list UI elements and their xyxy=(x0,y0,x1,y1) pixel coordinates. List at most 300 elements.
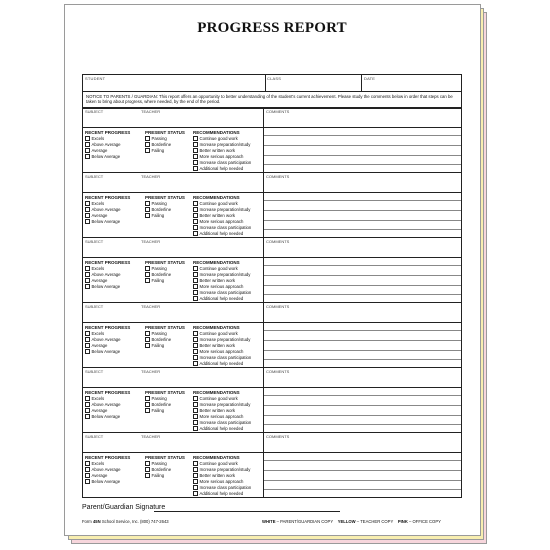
option-recent-progress[interactable] xyxy=(85,136,104,141)
checkbox[interactable] xyxy=(193,337,198,342)
option-label: Increase class participation xyxy=(199,225,252,230)
checkbox[interactable] xyxy=(145,461,150,466)
checkbox[interactable] xyxy=(193,166,198,171)
comments-divider xyxy=(263,173,264,237)
option-recommendations[interactable] xyxy=(193,408,235,413)
option-label: Failing xyxy=(151,278,165,283)
present-status-heading: PRESENT STATUS xyxy=(145,325,185,330)
checkbox[interactable] xyxy=(145,402,150,407)
option-label: Additional help needed xyxy=(199,296,244,301)
option-recommendations[interactable] xyxy=(193,201,238,206)
comments-label: COMMENTS xyxy=(266,369,290,374)
checkbox[interactable] xyxy=(145,278,150,283)
notice-text: NOTICE TO PARENTS / GUARDIAN: This report offers an opportunity to better understanding of the student's current achievement. Please study the comments below in order that steps can be taken to bring about progress, where needed, by the end of the period. xyxy=(82,91,462,109)
checkbox[interactable] xyxy=(193,473,198,478)
checkbox[interactable] xyxy=(85,142,90,147)
checkbox[interactable] xyxy=(85,402,90,407)
checkbox[interactable] xyxy=(193,467,198,472)
option-label: Increase preparation/study xyxy=(199,402,251,407)
option-present-status[interactable] xyxy=(145,207,171,212)
option-recommendations[interactable] xyxy=(193,213,235,218)
comments-divider xyxy=(263,238,264,302)
option-label: More serious approach xyxy=(199,349,244,354)
option-label: Average xyxy=(91,473,108,478)
option-recent-progress[interactable] xyxy=(85,207,121,212)
option-recommendations[interactable] xyxy=(193,349,243,354)
option-label: Continue good work xyxy=(199,461,238,466)
checkbox[interactable] xyxy=(193,266,198,271)
checkbox[interactable] xyxy=(193,136,198,141)
option-label: Below Average xyxy=(91,479,121,484)
signature-label: Parent/Guardian Signature xyxy=(82,504,166,511)
comment-line[interactable] xyxy=(264,415,461,416)
checkbox[interactable] xyxy=(85,461,90,466)
option-label: Borderline xyxy=(151,337,172,342)
option-present-status[interactable] xyxy=(145,148,164,153)
checkbox[interactable] xyxy=(193,355,198,360)
recommendations-heading: RECOMMENDATIONS xyxy=(193,195,240,200)
teacher-label: TEACHER xyxy=(141,434,161,439)
checkbox[interactable] xyxy=(145,148,150,153)
student-label: STUDENT xyxy=(85,76,106,81)
option-label: Above Average xyxy=(91,207,121,212)
option-recommendations[interactable] xyxy=(193,402,250,407)
option-recommendations[interactable] xyxy=(193,491,243,496)
checkbox[interactable] xyxy=(85,331,90,336)
header-divider xyxy=(265,75,266,91)
subject-label: SUBJECT xyxy=(85,109,104,114)
recent-progress-heading: RECENT PROGRESS xyxy=(85,390,131,395)
comment-line[interactable] xyxy=(264,155,461,156)
option-label: Above Average xyxy=(91,337,121,342)
option-present-status[interactable] xyxy=(145,402,171,407)
option-recommendations[interactable] xyxy=(193,154,243,159)
student-header-box xyxy=(82,74,462,91)
teacher-label: TEACHER xyxy=(141,369,161,374)
option-present-status[interactable] xyxy=(145,331,167,336)
checkbox[interactable] xyxy=(85,396,90,401)
comment-line[interactable] xyxy=(264,395,461,396)
option-label: Failing xyxy=(151,213,165,218)
checkbox[interactable] xyxy=(85,284,90,289)
signature-line[interactable] xyxy=(154,511,340,512)
option-label: Excels xyxy=(91,461,105,466)
comment-line[interactable] xyxy=(264,480,461,481)
checkbox[interactable] xyxy=(193,396,198,401)
option-label: Below Average xyxy=(91,284,121,289)
checkbox[interactable] xyxy=(193,349,198,354)
option-recommendations[interactable] xyxy=(193,207,250,212)
option-recommendations[interactable] xyxy=(193,420,251,425)
option-recent-progress[interactable] xyxy=(85,331,104,336)
option-present-status[interactable] xyxy=(145,136,167,141)
option-label: Borderline xyxy=(151,402,172,407)
option-present-status[interactable] xyxy=(145,467,171,472)
option-present-status[interactable] xyxy=(145,142,171,147)
option-recommendations[interactable] xyxy=(193,136,238,141)
checkbox[interactable] xyxy=(85,207,90,212)
option-label: Increase preparation/study xyxy=(199,467,251,472)
checkbox[interactable] xyxy=(145,331,150,336)
option-present-status[interactable] xyxy=(145,278,164,283)
subject-body xyxy=(82,127,462,173)
option-recent-progress[interactable] xyxy=(85,349,120,354)
checkbox[interactable] xyxy=(85,201,90,206)
checkbox[interactable] xyxy=(85,219,90,224)
option-label: Increase class participation xyxy=(199,420,252,425)
teacher-label: TEACHER xyxy=(141,109,161,114)
option-recent-progress[interactable] xyxy=(85,219,120,224)
option-present-status[interactable] xyxy=(145,473,164,478)
option-recommendations[interactable] xyxy=(193,278,235,283)
option-recommendations[interactable] xyxy=(193,284,243,289)
option-recommendations[interactable] xyxy=(193,166,243,171)
option-label: Below Average xyxy=(91,349,121,354)
subject-section xyxy=(82,172,462,236)
option-label: Passing xyxy=(151,461,167,466)
checkbox[interactable] xyxy=(85,278,90,283)
option-label: Increase preparation/study xyxy=(199,142,251,147)
option-label: Failing xyxy=(151,343,165,348)
option-recommendations[interactable] xyxy=(193,272,250,277)
checkbox[interactable] xyxy=(193,485,198,490)
checkbox[interactable] xyxy=(193,402,198,407)
option-recent-progress[interactable] xyxy=(85,201,104,206)
option-label: Borderline xyxy=(151,467,172,472)
recommendations-heading: RECOMMENDATIONS xyxy=(193,130,240,135)
option-recommendations[interactable] xyxy=(193,461,238,466)
option-label: Passing xyxy=(151,331,167,336)
comment-line[interactable] xyxy=(264,229,461,230)
checkbox[interactable] xyxy=(193,272,198,277)
option-label: Average xyxy=(91,278,108,283)
option-recent-progress[interactable] xyxy=(85,343,107,348)
subject-header-row xyxy=(82,172,462,193)
option-recommendations[interactable] xyxy=(193,142,250,147)
option-recommendations[interactable] xyxy=(193,219,243,224)
checkbox[interactable] xyxy=(193,154,198,159)
recommendations-heading: RECOMMENDATIONS xyxy=(193,390,240,395)
checkbox[interactable] xyxy=(85,213,90,218)
option-label: Average xyxy=(91,148,108,153)
checkbox[interactable] xyxy=(145,142,150,147)
option-label: More serious approach xyxy=(199,479,244,484)
recommendations-heading: RECOMMENDATIONS xyxy=(193,260,240,265)
company-info: School Service, Inc. (800) 747-2643 xyxy=(101,519,169,524)
checkbox[interactable] xyxy=(193,231,198,236)
subject-header-row xyxy=(82,432,462,453)
comment-line[interactable] xyxy=(264,145,461,146)
checkbox[interactable] xyxy=(193,414,198,419)
checkbox[interactable] xyxy=(193,420,198,425)
comment-line[interactable] xyxy=(264,350,461,351)
checkbox[interactable] xyxy=(145,213,150,218)
option-recent-progress[interactable] xyxy=(85,414,120,419)
form-number: 45N xyxy=(92,519,101,524)
subject-section xyxy=(82,367,462,431)
option-recommendations[interactable] xyxy=(193,426,243,431)
option-recommendations[interactable] xyxy=(193,343,235,348)
option-recent-progress[interactable] xyxy=(85,337,121,342)
comments-label: COMMENTS xyxy=(266,434,290,439)
checkbox[interactable] xyxy=(85,479,90,484)
option-label: Borderline xyxy=(151,272,172,277)
teacher-label: TEACHER xyxy=(141,239,161,244)
checkbox[interactable] xyxy=(193,160,198,165)
checkbox[interactable] xyxy=(145,473,150,478)
comment-line[interactable] xyxy=(264,340,461,341)
option-recent-progress[interactable] xyxy=(85,402,121,407)
checkbox[interactable] xyxy=(145,201,150,206)
comment-line[interactable] xyxy=(264,405,461,406)
option-label: Additional help needed xyxy=(199,491,244,496)
option-recommendations[interactable] xyxy=(193,296,243,301)
comments-label: COMMENTS xyxy=(266,239,290,244)
subject-label: SUBJECT xyxy=(85,174,104,179)
checkbox[interactable] xyxy=(85,467,90,472)
checkbox[interactable] xyxy=(193,278,198,283)
option-recommendations[interactable] xyxy=(193,361,243,366)
option-label: Continue good work xyxy=(199,266,238,271)
present-status-heading: PRESENT STATUS xyxy=(145,455,185,460)
option-label: Borderline xyxy=(151,207,172,212)
recent-progress-heading: RECENT PROGRESS xyxy=(85,130,131,135)
progress-report-form xyxy=(82,20,462,526)
option-recent-progress[interactable] xyxy=(85,284,120,289)
option-label: Excels xyxy=(91,396,105,401)
comment-line[interactable] xyxy=(264,220,461,221)
option-recent-progress[interactable] xyxy=(85,473,107,478)
comments-divider xyxy=(263,368,264,432)
present-status-heading: PRESENT STATUS xyxy=(145,195,185,200)
option-label: More serious approach xyxy=(199,219,244,224)
option-recent-progress[interactable] xyxy=(85,148,107,153)
option-recommendations[interactable] xyxy=(193,225,251,230)
comment-line[interactable] xyxy=(264,135,461,136)
comment-line[interactable] xyxy=(264,424,461,425)
class-label: CLASS xyxy=(267,76,282,81)
option-recent-progress[interactable] xyxy=(85,266,104,271)
option-present-status[interactable] xyxy=(145,213,164,218)
option-label: Average xyxy=(91,343,108,348)
form-info xyxy=(82,519,169,524)
comment-line[interactable] xyxy=(264,489,461,490)
option-present-status[interactable] xyxy=(145,343,164,348)
checkbox[interactable] xyxy=(145,337,150,342)
option-recent-progress[interactable] xyxy=(85,213,107,218)
option-label: Better written work xyxy=(199,473,236,478)
comment-line[interactable] xyxy=(264,460,461,461)
option-label: Borderline xyxy=(151,142,172,147)
copy-yellow-text: – TEACHER COPY xyxy=(355,519,394,524)
option-label: Excels xyxy=(91,201,105,206)
checkbox[interactable] xyxy=(193,461,198,466)
header-divider xyxy=(361,75,362,91)
option-label: Increase class participation xyxy=(199,485,252,490)
checkbox[interactable] xyxy=(85,349,90,354)
option-present-status[interactable] xyxy=(145,201,167,206)
subject-label: SUBJECT xyxy=(85,369,104,374)
present-status-heading: PRESENT STATUS xyxy=(145,390,185,395)
option-present-status[interactable] xyxy=(145,396,167,401)
comment-line[interactable] xyxy=(264,330,461,331)
option-present-status[interactable] xyxy=(145,272,171,277)
option-label: Additional help needed xyxy=(199,166,244,171)
checkbox[interactable] xyxy=(193,148,198,153)
checkbox[interactable] xyxy=(193,201,198,206)
option-recommendations[interactable] xyxy=(193,331,238,336)
subject-body xyxy=(82,387,462,433)
option-recommendations[interactable] xyxy=(193,414,243,419)
option-present-status[interactable] xyxy=(145,461,167,466)
option-label: Better written work xyxy=(199,278,236,283)
checkbox[interactable] xyxy=(85,154,90,159)
option-present-status[interactable] xyxy=(145,337,171,342)
option-present-status[interactable] xyxy=(145,408,164,413)
checkbox[interactable] xyxy=(193,479,198,484)
comment-line[interactable] xyxy=(264,210,461,211)
comment-line[interactable] xyxy=(264,164,461,165)
checkbox[interactable] xyxy=(193,290,198,295)
checkbox[interactable] xyxy=(85,473,90,478)
checkbox[interactable] xyxy=(193,426,198,431)
option-recent-progress[interactable] xyxy=(85,272,121,277)
option-recent-progress[interactable] xyxy=(85,467,121,472)
checkbox[interactable] xyxy=(193,331,198,336)
option-recent-progress[interactable] xyxy=(85,278,107,283)
checkbox[interactable] xyxy=(85,343,90,348)
comment-line[interactable] xyxy=(264,294,461,295)
option-recommendations[interactable] xyxy=(193,148,235,153)
checkbox[interactable] xyxy=(145,343,150,348)
option-recommendations[interactable] xyxy=(193,485,251,490)
recent-progress-heading: RECENT PROGRESS xyxy=(85,260,131,265)
option-recommendations[interactable] xyxy=(193,231,243,236)
recent-progress-heading: RECENT PROGRESS xyxy=(85,325,131,330)
present-status-heading: PRESENT STATUS xyxy=(145,130,185,135)
option-recommendations[interactable] xyxy=(193,467,250,472)
option-recent-progress[interactable] xyxy=(85,408,107,413)
option-recent-progress[interactable] xyxy=(85,479,120,484)
option-recommendations[interactable] xyxy=(193,290,251,295)
checkbox[interactable] xyxy=(85,414,90,419)
option-label: Better written work xyxy=(199,408,236,413)
option-recent-progress[interactable] xyxy=(85,154,120,159)
comment-line[interactable] xyxy=(264,200,461,201)
checkbox[interactable] xyxy=(193,213,198,218)
comments-divider xyxy=(263,303,264,367)
recommendations-heading: RECOMMENDATIONS xyxy=(193,455,240,460)
option-label: Passing xyxy=(151,201,167,206)
option-label: Above Average xyxy=(91,272,121,277)
comments-label: COMMENTS xyxy=(266,109,290,114)
option-label: More serious approach xyxy=(199,154,244,159)
option-recommendations[interactable] xyxy=(193,479,243,484)
subject-body xyxy=(82,192,462,238)
option-label: Failing xyxy=(151,473,165,478)
teacher-label: TEACHER xyxy=(141,304,161,309)
checkbox[interactable] xyxy=(145,136,150,141)
checkbox[interactable] xyxy=(193,296,198,301)
checkbox[interactable] xyxy=(145,266,150,271)
teacher-label: TEACHER xyxy=(141,174,161,179)
comments-divider xyxy=(263,108,264,172)
option-recent-progress[interactable] xyxy=(85,396,104,401)
checkbox[interactable] xyxy=(85,272,90,277)
checkbox[interactable] xyxy=(145,396,150,401)
subject-body xyxy=(82,452,462,498)
checkbox[interactable] xyxy=(85,337,90,342)
comments-label: COMMENTS xyxy=(266,174,290,179)
comments-label: COMMENTS xyxy=(266,304,290,309)
option-label: Above Average xyxy=(91,142,121,147)
checkbox[interactable] xyxy=(85,136,90,141)
checkbox[interactable] xyxy=(193,142,198,147)
checkbox[interactable] xyxy=(145,467,150,472)
checkbox[interactable] xyxy=(193,284,198,289)
option-recommendations[interactable] xyxy=(193,355,251,360)
subject-header-row xyxy=(82,302,462,323)
option-recommendations[interactable] xyxy=(193,160,251,165)
checkbox[interactable] xyxy=(193,225,198,230)
comment-line[interactable] xyxy=(264,285,461,286)
option-label: Failing xyxy=(151,148,165,153)
checkbox[interactable] xyxy=(193,207,198,212)
subject-section xyxy=(82,237,462,301)
subject-label: SUBJECT xyxy=(85,304,104,309)
checkbox[interactable] xyxy=(85,266,90,271)
checkbox[interactable] xyxy=(193,408,198,413)
recent-progress-heading: RECENT PROGRESS xyxy=(85,455,131,460)
option-recommendations[interactable] xyxy=(193,337,250,342)
subject-label: SUBJECT xyxy=(85,434,104,439)
option-label: Passing xyxy=(151,136,167,141)
checkbox[interactable] xyxy=(85,408,90,413)
option-label: Continue good work xyxy=(199,396,238,401)
option-label: More serious approach xyxy=(199,414,244,419)
checkbox[interactable] xyxy=(193,219,198,224)
comment-line[interactable] xyxy=(264,265,461,266)
option-label: Excels xyxy=(91,136,105,141)
copy-white-color: WHITE xyxy=(262,519,276,524)
subject-section xyxy=(82,107,462,171)
checkbox[interactable] xyxy=(145,408,150,413)
checkbox[interactable] xyxy=(145,207,150,212)
comment-line[interactable] xyxy=(264,275,461,276)
option-recommendations[interactable] xyxy=(193,473,235,478)
comment-line[interactable] xyxy=(264,470,461,471)
copy-pink-color: PINK xyxy=(397,519,408,524)
option-recent-progress[interactable] xyxy=(85,461,104,466)
option-recommendations[interactable] xyxy=(193,396,238,401)
option-recommendations[interactable] xyxy=(193,266,238,271)
subject-body xyxy=(82,322,462,368)
option-label: Below Average xyxy=(91,414,121,419)
copy-pink-text: – OFFICE COPY xyxy=(407,519,441,524)
recommendations-heading: RECOMMENDATIONS xyxy=(193,325,240,330)
option-recent-progress[interactable] xyxy=(85,142,121,147)
checkbox[interactable] xyxy=(85,148,90,153)
checkbox[interactable] xyxy=(145,272,150,277)
copy-white-text: – PARENT/GUARDIAN COPY xyxy=(275,519,334,524)
subject-section xyxy=(82,302,462,366)
option-present-status[interactable] xyxy=(145,266,167,271)
comment-line[interactable] xyxy=(264,359,461,360)
option-label: Increase class participation xyxy=(199,355,252,360)
checkbox[interactable] xyxy=(193,343,198,348)
checkbox[interactable] xyxy=(193,361,198,366)
checkbox[interactable] xyxy=(193,491,198,496)
